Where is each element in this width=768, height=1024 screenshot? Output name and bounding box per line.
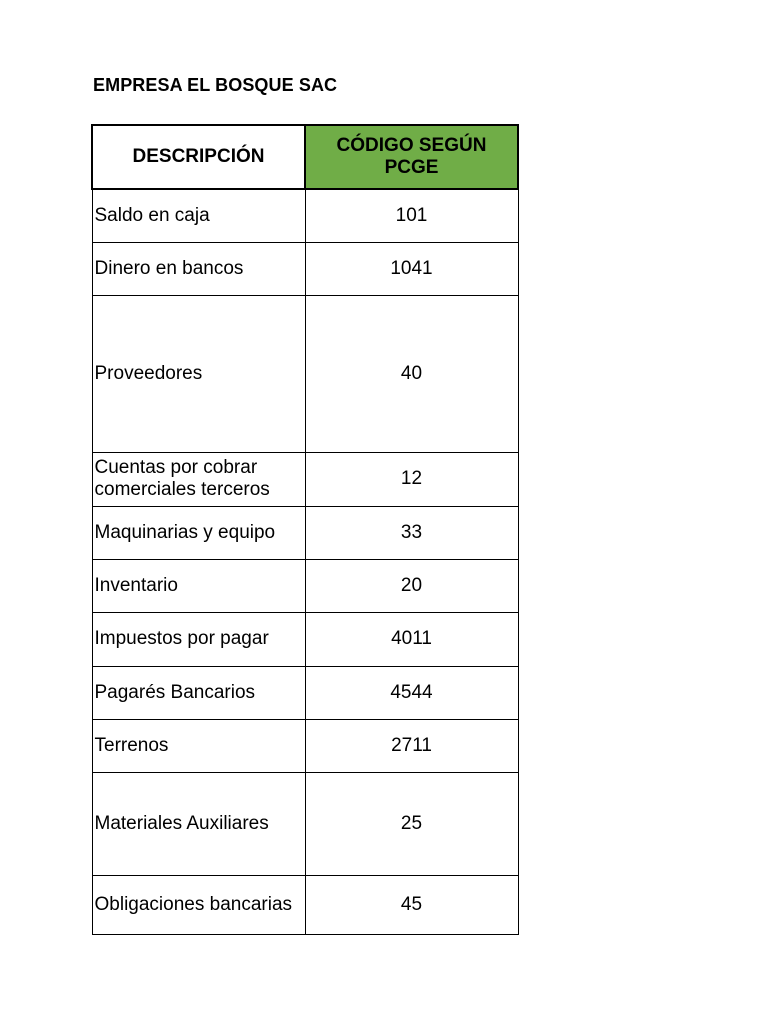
code-cell: 2711 bbox=[305, 719, 518, 772]
table-row bbox=[92, 612, 518, 666]
code-cell: 45 bbox=[305, 875, 518, 934]
description-cell: Pagarés Bancarios bbox=[92, 666, 305, 719]
code-cell: 1041 bbox=[305, 242, 518, 295]
code-cell: 40 bbox=[305, 295, 518, 452]
code-cell: 4011 bbox=[305, 612, 518, 666]
description-cell: Inventario bbox=[92, 559, 305, 612]
description-line1: Cuentas por cobrar bbox=[94, 457, 258, 478]
table-row bbox=[92, 772, 518, 875]
code-cell: 4544 bbox=[305, 666, 518, 719]
description-cell: Maquinarias y equipo bbox=[92, 506, 305, 559]
table-row bbox=[92, 559, 518, 612]
table-row bbox=[92, 452, 518, 506]
code-cell: 20 bbox=[305, 559, 518, 612]
pcge-code-column-header bbox=[305, 125, 518, 189]
description-column-header: DESCRIPCIÓN bbox=[92, 125, 305, 189]
description-cell: Proveedores bbox=[92, 295, 305, 452]
code-cell: 33 bbox=[305, 506, 518, 559]
table-row bbox=[92, 242, 518, 295]
code-cell: 25 bbox=[305, 772, 518, 875]
table-header-row bbox=[92, 125, 518, 189]
description-cell bbox=[92, 452, 305, 506]
table-row bbox=[92, 666, 518, 719]
table-row bbox=[92, 719, 518, 772]
description-cell: Terrenos bbox=[92, 719, 305, 772]
table-row bbox=[92, 875, 518, 934]
pcge-code-header-line2: PCGE bbox=[384, 157, 439, 178]
table-row bbox=[92, 189, 518, 242]
code-cell: 101 bbox=[305, 189, 518, 242]
table-row bbox=[92, 295, 518, 452]
description-cell: Impuestos por pagar bbox=[92, 612, 305, 666]
table-row bbox=[92, 506, 518, 559]
code-cell: 12 bbox=[305, 452, 518, 506]
description-cell: Obligaciones bancarias bbox=[92, 875, 305, 934]
description-line2: comerciales terceros bbox=[94, 479, 270, 500]
company-title: EMPRESA EL BOSQUE SAC bbox=[93, 75, 338, 95]
description-cell: Dinero en bancos bbox=[92, 242, 305, 295]
pcge-code-table bbox=[91, 124, 519, 935]
description-cell: Saldo en caja bbox=[92, 189, 305, 242]
pcge-code-header-line1: CÓDIGO SEGÚN bbox=[336, 135, 487, 156]
description-cell: Materiales Auxiliares bbox=[92, 772, 305, 875]
